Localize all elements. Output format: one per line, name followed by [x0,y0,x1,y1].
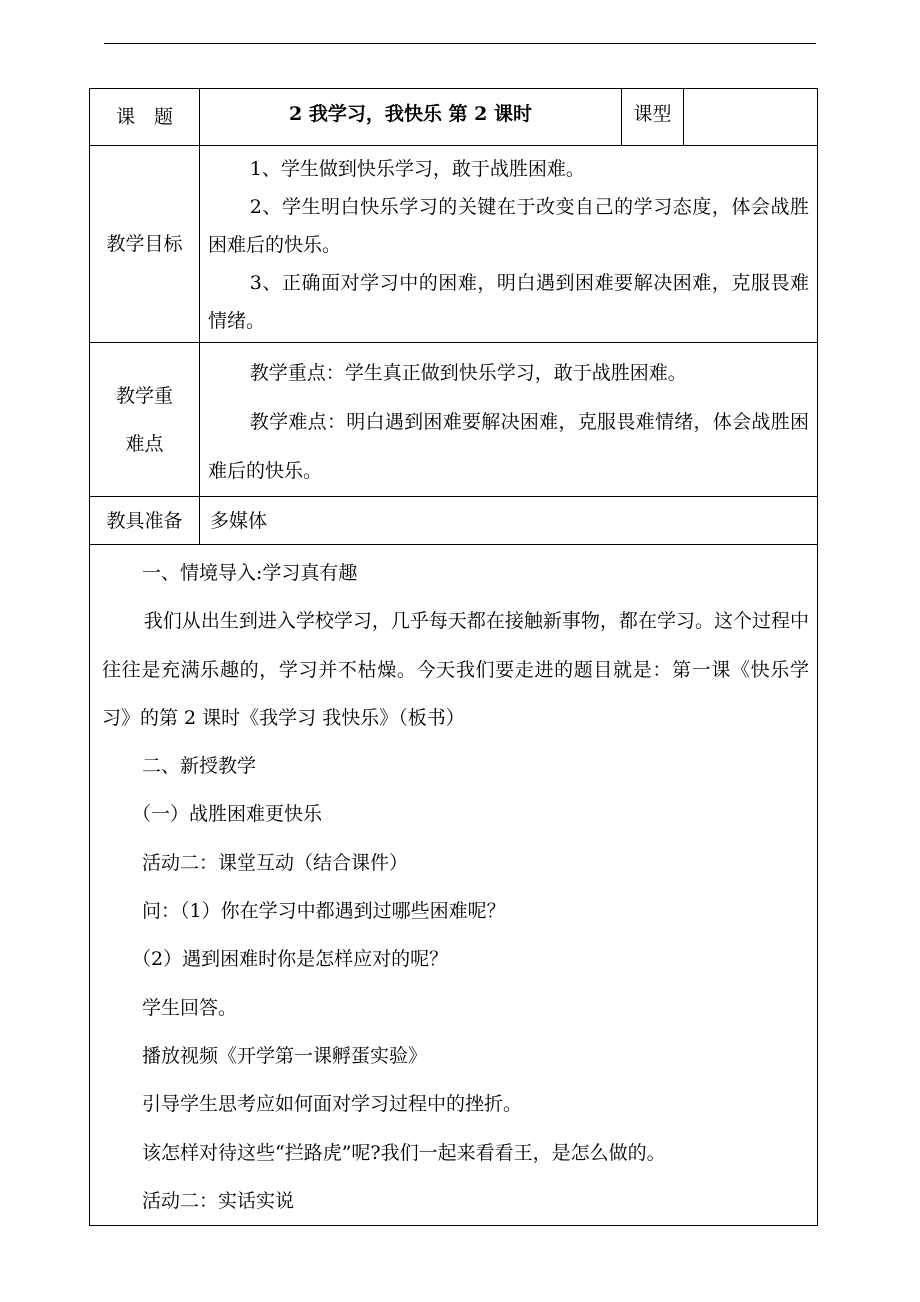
objective-item-3: 3、正确面对学习中的困难，明白遇到困难要解决困难，克服畏难情绪。 [208,272,809,332]
type-value [684,89,818,146]
key-points-label-line1: 教学重 [115,384,173,407]
question-1: 问：（1）你在学习中都遇到过哪些困难呢？ [142,900,506,923]
objectives-label: 教学目标 [90,146,200,343]
key-difficulty: 教学难点：明白遇到困难要解决困难，克服畏难情绪，体会战胜困难后的快乐。 [208,411,809,482]
header-rule [104,43,816,44]
question-2: （2）遇到困难时你是怎样应对的呢？ [132,948,449,971]
activity-interaction: 活动二：课堂互动（结合课件） [142,851,409,874]
topic-value: 2 我学习，我快乐 第 2 课时 [200,89,622,146]
objective-item-2: 2、学生明白快乐学习的关键在于改变自己的学习态度，体会战胜困难后的快乐。 [208,196,809,256]
student-answer: 学生回答。 [142,996,238,1019]
topic-label: 课 题 [90,89,200,146]
video-line: 播放视频《开学第一课孵蛋实验》 [142,1044,428,1067]
lesson-plan-table [89,88,818,1226]
process-content [90,545,818,1226]
guide-line: 引导学生思考应如何面对学习过程中的挫折。 [142,1093,523,1116]
tools-label: 教具准备 [90,497,200,545]
type-label: 课型 [622,89,684,146]
tools-value: 多媒体 [200,497,818,545]
objective-item-1: 1、学生做到快乐学习，敢于战胜困难。 [249,158,585,180]
objectives-content [200,146,818,343]
activity-truth: 活动二：实话实说 [142,1189,295,1212]
tools-row [90,497,818,545]
topic-row [90,89,818,146]
section-new-teaching: 二、新授教学 [142,755,257,778]
section-intro-title: 一、情境导入:学习真有趣 [142,562,358,584]
objectives-row [90,146,818,343]
key-points-row [90,343,818,497]
key-points-label [90,343,200,497]
intro-paragraph: 我们从出生到进入学校学习，几乎每天都在接触新事物，都在学习。这个过程中往往是充满乐趣的，学习并不枯燥。今天我们要走进的题目就是：第一课《快乐学习》的第 2 课时《我学习 我快乐》（板书） [102,610,809,729]
subsection-overcome: （一）战胜困难更快乐 [132,803,323,826]
tiger-line: 该怎样对待这些“拦路虎”呢?我们一起来看看王，是怎么做的。 [142,1141,666,1164]
key-points-content [200,343,818,497]
process-row [90,545,818,1226]
key-focus: 教学重点：学生真正做到快乐学习，敢于战胜困难。 [249,362,687,384]
key-points-label-line2: 难点 [125,432,164,455]
